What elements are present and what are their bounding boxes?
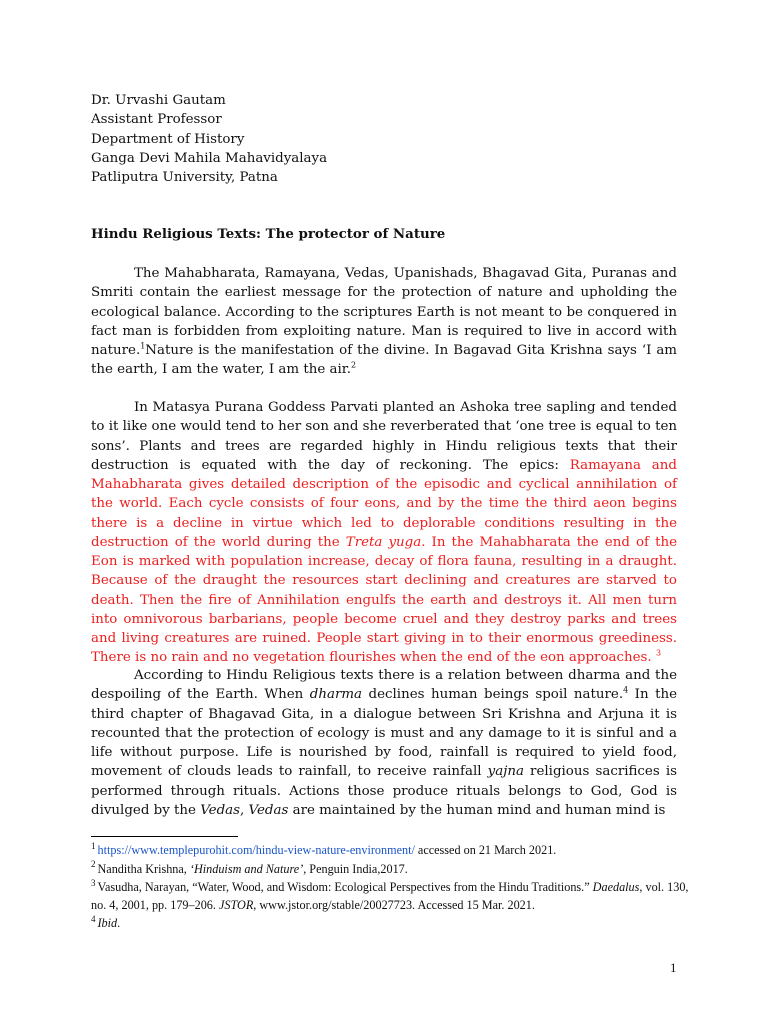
footnote-ref-1[interactable]: 1	[140, 341, 146, 351]
footnote-4	[91, 915, 691, 933]
footnote-ref-2[interactable]: 2	[351, 360, 357, 370]
paragraph-2-highlight-b: . In the Mahabharata the end of the Eon is marked with population increase, decay of flora fauna, resulting in a draught. Because of the draught the resources start declining and creatures are starved to death. Then the fire of Annihilation engulfs the earth and destroys it. All men turn into omnivorous barbarians, people become cruel and they destroy parks and trees and living creatures are ruined. People start giving in to their enormous greediness. There is no rain and no vegetation flourishes when the end of the eon approaches.	[91, 534, 677, 666]
footnote-separator	[91, 836, 238, 837]
paragraph-2	[91, 398, 677, 668]
author-university: Patliputra University, Patna	[91, 170, 278, 186]
paragraph-3-text-e: ,	[240, 802, 249, 818]
paragraph-3-text-a: According to Hindu Religious texts there is a relation between dharma and the despoiling of the Earth. When	[91, 668, 677, 703]
page-number: 1	[670, 960, 677, 975]
paragraph-3-text-c: In the third chapter of Bhagavad Gita, in a dialogue between Sri Krishna and Arjuna it is recounted that the protection of ecology is must and any damage to it is sinful and a life without purpose. Life is nourished by food, rainfall is required to yield food, movement of clouds leads to rainfall, to receive rainfall	[91, 687, 677, 780]
author-block	[91, 91, 327, 187]
footnote-3-text-a: Vasudha, Narayan, “Water, Wood, and Wisdom: Ecological Perspectives from the Hindu Traditions.”	[97, 880, 593, 894]
author-position: Assistant Professor	[91, 112, 222, 128]
footnote-4-number: 4	[91, 913, 96, 924]
author-college: Ganga Devi Mahila Mahavidyalaya	[91, 150, 328, 166]
footnote-2	[91, 861, 691, 879]
paragraph-3	[91, 666, 677, 820]
footnote-2-text-a: Nanditha Krishna,	[97, 861, 190, 876]
paragraph-1	[91, 264, 677, 380]
footnote-1	[91, 842, 691, 860]
paragraph-3-italic-vedas-1: Vedas	[200, 802, 241, 818]
paragraph-3-italic-dharma: dharma	[309, 687, 363, 703]
footnote-1-number: 1	[91, 840, 96, 851]
paragraph-3-text-b: declines human beings spoil nature.	[362, 687, 624, 703]
paragraph-2-highlight-a: Ramayana and Mahabharata gives detailed description of the episodic and cyclical annihilation of the world. Each cycle consists of four eons, and by the time the third aeon begins there is a decline in virtue which led to deplorable conditions resulting in the destruction of the world during the	[91, 457, 677, 550]
footnote-2-text-b: , Penguin India,2017.	[303, 861, 408, 876]
article-heading: Hindu Religious Texts: The protector of Nature	[91, 226, 446, 242]
footnote-4-italic: Ibid	[97, 916, 118, 930]
footnote-4-period: .	[117, 916, 121, 930]
footnote-3-text-b: , vol. 130, no. 4, 2001, pp. 179–206.	[91, 880, 689, 912]
footnote-3-italic-a: Daedalus	[592, 880, 640, 894]
footnotes	[91, 842, 691, 934]
footnote-3-italic-b: JSTOR	[218, 897, 254, 912]
paragraph-1-text-a: The Mahabharata, Ramayana, Vedas, Upanishads, Bhagavad Gita, Puranas and Smriti contain the earliest message for the protection of nature and upholding the ecological balance. According to the scriptures Earth is not meant to be conquered in fact man is forbidden from exploiting nature. Man is required to live in accord with nature.	[91, 266, 677, 358]
footnote-ref-3[interactable]: 3	[655, 648, 662, 658]
author-department: Department of History	[91, 131, 245, 147]
footnote-3	[91, 879, 691, 914]
paragraph-3-italic-yajna: yajna	[487, 764, 524, 780]
paragraph-3-text-f: are maintained by the human mind and human mind is	[288, 802, 666, 818]
paragraph-2-text-black: In Matasya Purana Goddess Parvati planted an Ashoka tree sapling and tended to it like one would tend to her son and she reverberated that ‘one tree is equal to ten sons’. Plants and trees are regarded highly in Hindu religious texts that their destruction is equated with the day of reckoning. The epics:	[91, 400, 677, 473]
paragraph-2-highlight-italic: Treta yuga	[345, 534, 422, 550]
footnote-1-text: accessed on 21 March 2021.	[414, 843, 557, 857]
paragraph-1-text-b: Nature is the manifestation of the divine. In Bagavad Gita Krishna says ‘I am the earth, I am the water, I am the air.	[91, 343, 677, 378]
footnote-2-italic: ‘Hinduism and Nature’	[189, 861, 304, 876]
footnote-3-number: 3	[91, 877, 96, 888]
footnote-ref-4[interactable]: 4	[623, 685, 629, 695]
paragraph-3-text-d: religious sacrifices is performed through rituals. Actions those produce rituals belongs to God, God is divulged by the	[91, 764, 677, 818]
footnote-2-number: 2	[91, 859, 96, 870]
paragraph-3-italic-vedas-2: Vedas	[248, 802, 289, 818]
footnote-3-text-c: , www.jstor.org/stable/20027723. Accessed 15 Mar. 2021.	[253, 897, 535, 912]
author-name: Dr. Urvashi Gautam	[91, 93, 226, 108]
footnote-1-link[interactable]: https://www.templepurohit.com/hindu-view-nature-environment/	[97, 843, 415, 857]
